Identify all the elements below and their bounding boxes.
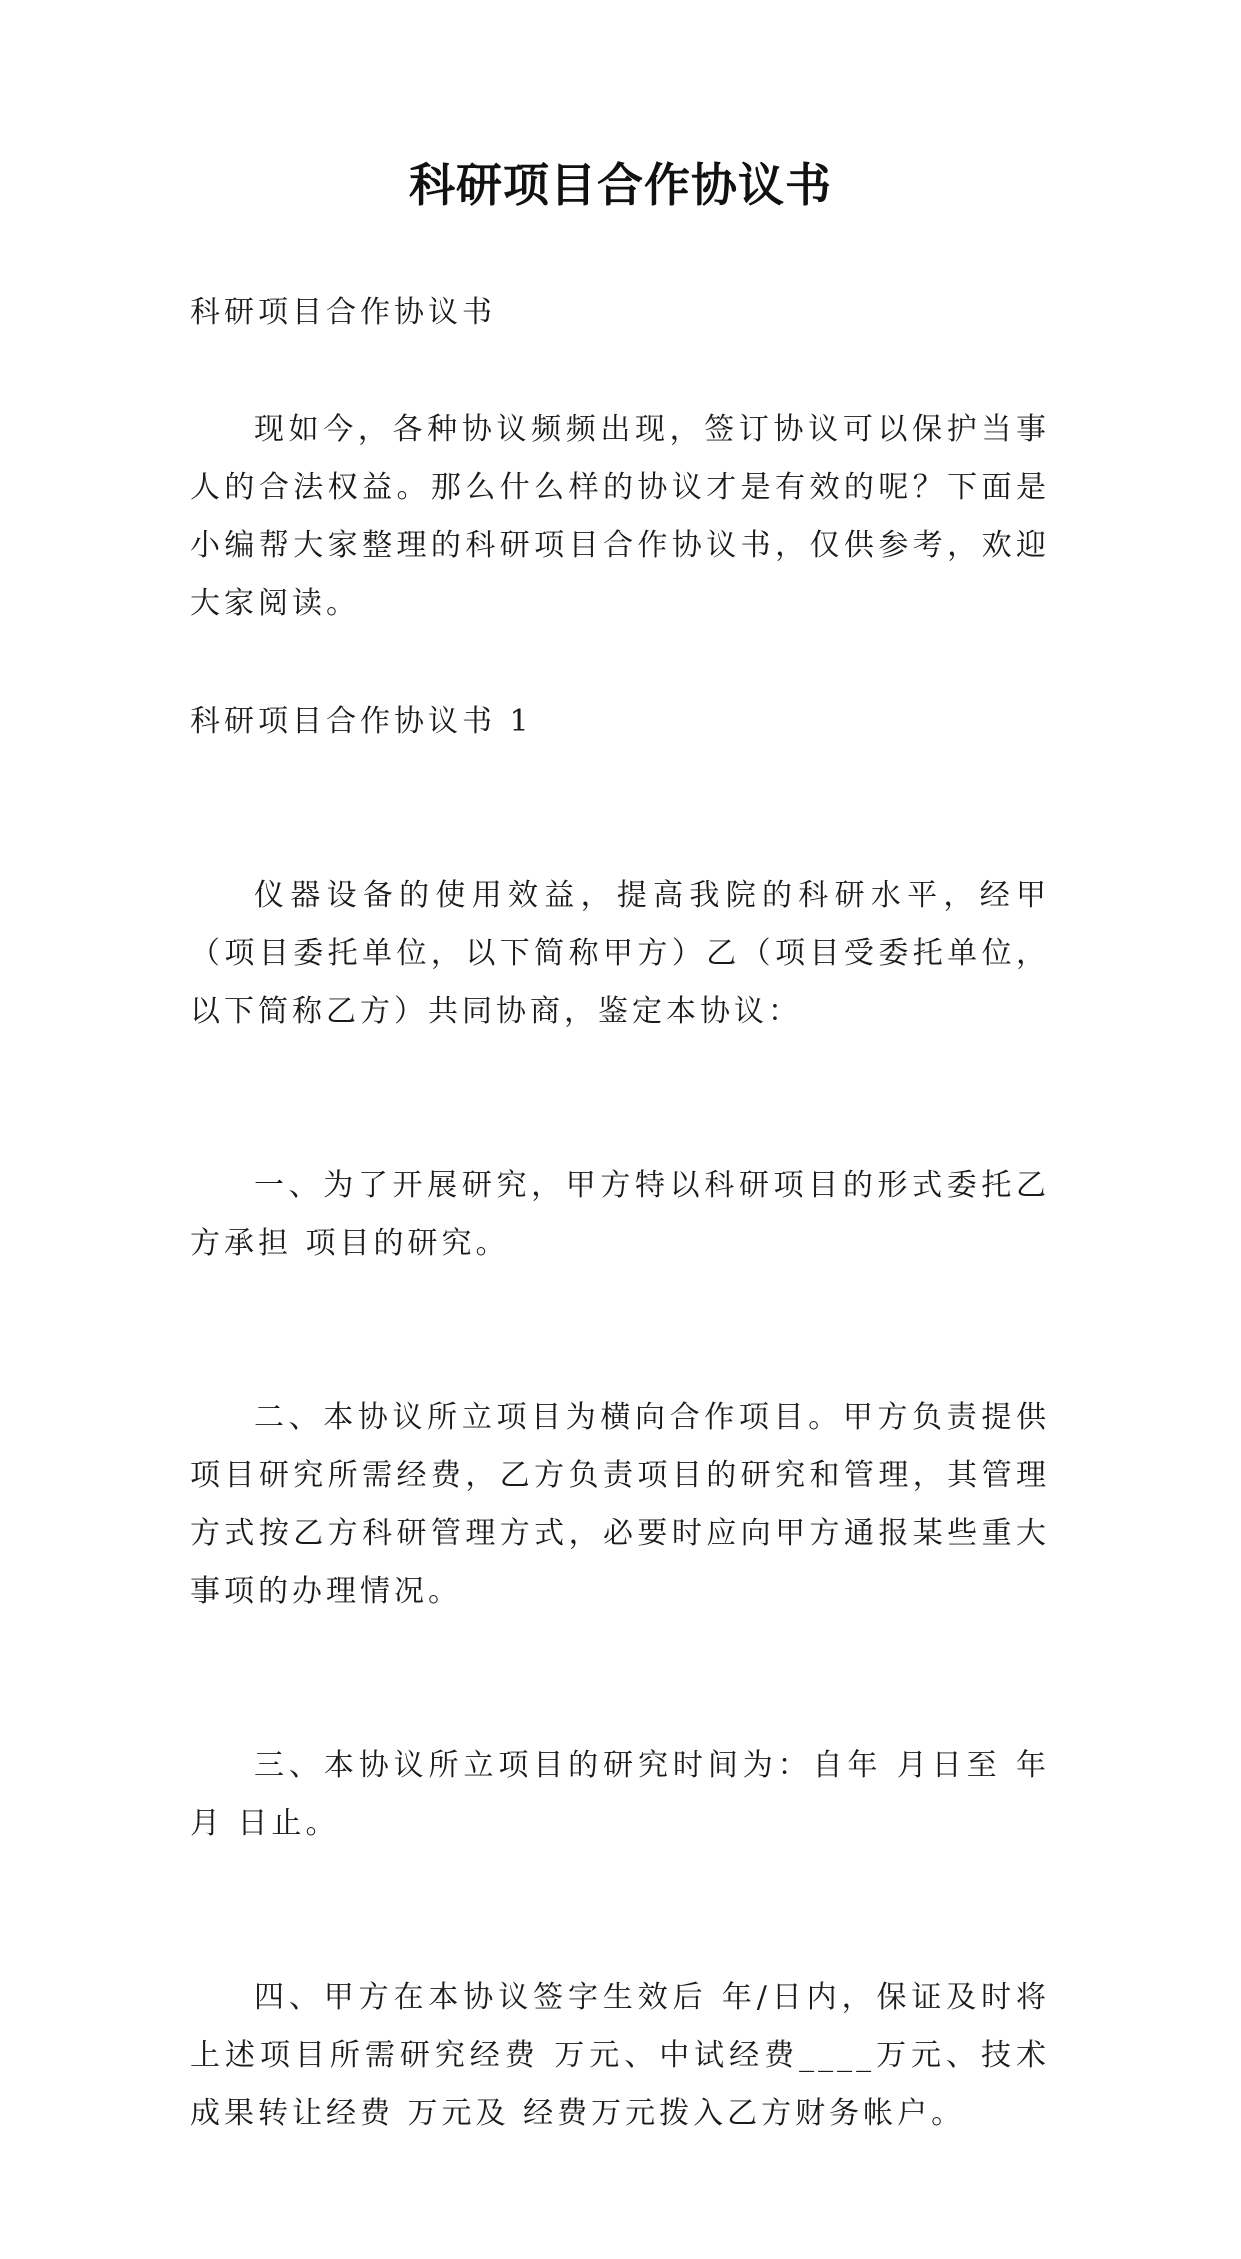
- document-title: 科研项目合作协议书: [409, 158, 832, 212]
- clause-preamble: 仪器设备的使用效益，提高我院的科研水平，经甲（项目委托单位，以下简称甲方）乙（项目受委托单位，以下简称乙方）共同协商，鉴定本协议：: [190, 878, 1050, 1029]
- clause-3: 三、本协议所立项目的研究时间为：自年 月日至 年月 日止。: [190, 1748, 1050, 1841]
- section-heading: 科研项目合作协议书 1: [190, 704, 533, 739]
- agreement-body: [190, 751, 1050, 2259]
- clause-1: 一、为了开展研究，甲方特以科研项目的形式委托乙方承担 项目的研究。: [190, 1168, 1050, 1261]
- clause-2: 二、本协议所立项目为横向合作项目。甲方负责提供项目研究所需经费，乙方负责项目的研究和管理，其管理方式按乙方科研管理方式，必要时应向甲方通报某些重大事项的办理情况。: [190, 1400, 1050, 1609]
- intro-paragraph: 现如今，各种协议频频出现，签订协议可以保护当事人的合法权益。那么什么样的协议才是有效的呢？下面是小编帮大家整理的科研项目合作协议书，仅供参考，欢迎大家阅读。: [190, 412, 1050, 621]
- clause-4: 四、甲方在本协议签字生效后 年/日内，保证及时将上述项目所需研究经费 万元、中试经费____万元、技术成果转让经费 万元及 经费万元拨入乙方财务帐户。: [190, 1980, 1050, 2131]
- document-subtitle: 科研项目合作协议书: [190, 295, 496, 330]
